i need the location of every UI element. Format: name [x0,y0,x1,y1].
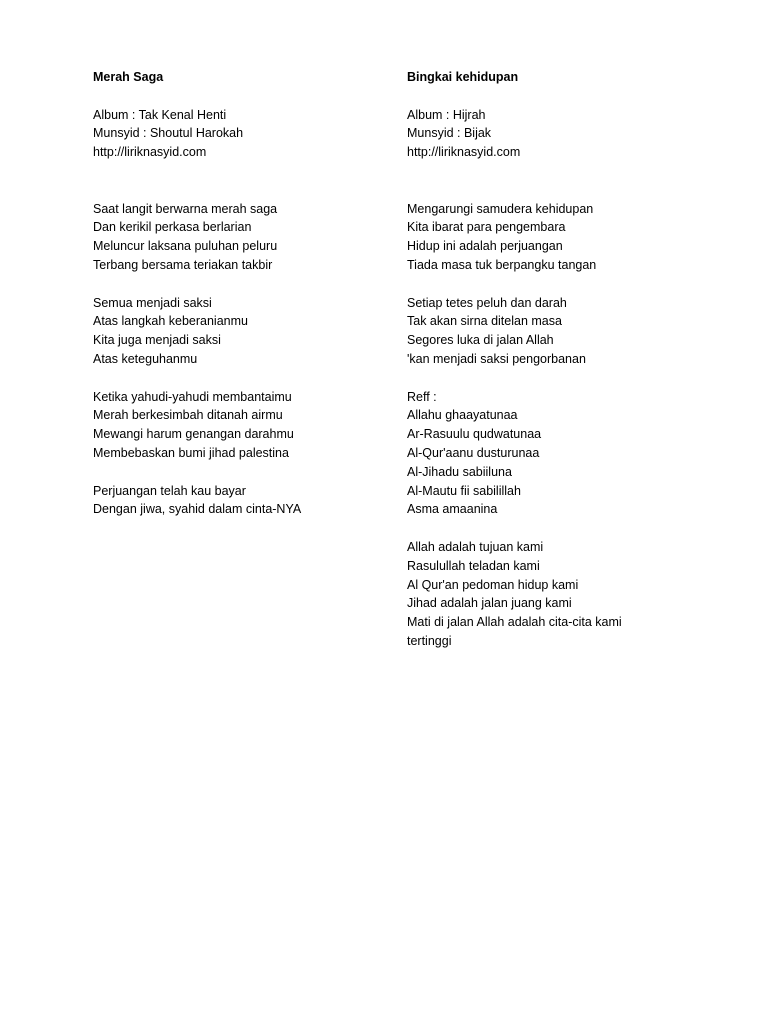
source-url: http://liriknasyid.com [407,145,521,160]
lyric-line: Al-Jihadu sabiiluna [407,464,512,479]
lyric-line: Al-Qur'aanu dusturunaa [407,445,540,460]
lyric-line: Kita ibarat para pengembara [407,220,566,235]
lyric-line: Perjuangan telah kau bayar [93,483,246,498]
lyric-line: Mewangi harum genangan darahmu [93,427,294,442]
stanza-reff [407,388,737,520]
lyric-line: Atas langkah keberanianmu [93,314,248,329]
lyrics-body [93,200,393,520]
song-column-merah-saga [93,68,393,519]
lyric-line: Terbang bersama teriakan takbir [93,257,273,272]
lyric-line: Ketika yahudi-yahudi membantaimu [93,389,292,404]
stanza [93,200,393,275]
lyric-line: 'kan menjadi saksi pengorbanan [407,351,586,366]
lyric-line: Membebaskan bumi jihad palestina [93,445,289,460]
lyric-line: Segores luka di jalan Allah [407,333,554,348]
stanza [407,538,737,651]
lyric-line: Mengarungi samudera kehidupan [407,201,594,216]
stanza [407,294,737,369]
stanza [407,200,737,275]
lyric-line: Al Qur'an pedoman hidup kami [407,577,579,592]
munsyid-line: Munsyid : Bijak [407,126,492,141]
lyric-line: Atas keteguhanmu [93,351,198,366]
lyric-line: tertinggi [407,633,452,648]
song-title: Merah Saga [93,70,164,84]
lyric-line: Asma amaanina [407,502,498,517]
stanza [93,482,393,520]
munsyid-line: Munsyid : Shoutul Harokah [93,126,244,141]
lyric-line: Allah adalah tujuan kami [407,539,544,554]
stanza [93,294,393,369]
album-line: Album : Tak Kenal Henti [93,107,227,122]
lyric-line: Dan kerikil perkasa berlarian [93,220,252,235]
reff-label: Reff : [407,389,437,404]
song-title: Bingkai kehidupan [407,70,519,84]
song-meta [407,106,737,162]
lyric-line: Rasulullah teladan kami [407,558,540,573]
lyric-line: Saat langit berwarna merah saga [93,201,278,216]
stanza [93,388,393,463]
lyric-line: Mati di jalan Allah adalah cita-cita kami [407,615,622,630]
lyric-line: Allahu ghaayatunaa [407,408,518,423]
lyric-line: Tak akan sirna ditelan masa [407,314,562,329]
lyric-line: Setiap tetes peluh dan darah [407,295,567,310]
lyric-line: Kita juga menjadi saksi [93,333,221,348]
lyric-line: Tiada masa tuk berpangku tangan [407,257,597,272]
song-meta [93,106,393,162]
lyric-line: Semua menjadi saksi [93,295,212,310]
lyric-line: Ar-Rasuulu qudwatunaa [407,427,542,442]
lyric-line: Jihad adalah jalan juang kami [407,596,572,611]
lyric-line: Al-Mautu fii sabilillah [407,483,521,498]
lyrics-body [407,200,737,651]
source-url: http://liriknasyid.com [93,145,207,160]
lyric-line: Merah berkesimbah ditanah airmu [93,408,283,423]
album-line: Album : Hijrah [407,107,486,122]
lyric-line: Hidup ini adalah perjuangan [407,239,563,254]
lyric-line: Dengan jiwa, syahid dalam cinta-NYA [93,502,302,517]
song-column-bingkai-kehidupan [407,68,737,651]
lyric-line: Meluncur laksana puluhan peluru [93,239,278,254]
